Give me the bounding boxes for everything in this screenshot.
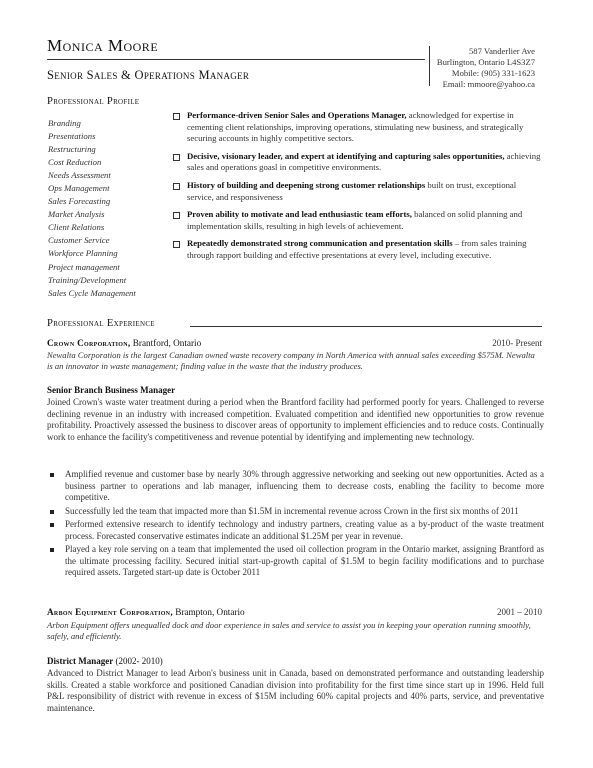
job-dates: (2002- 2010) [113, 656, 163, 666]
company-description: Arbon Equipment offers unequalled dock and door experience in sales and service to assist you in keeping your operation running smoothly, safely, and efficiently. [47, 620, 531, 642]
company-description: Newalta Corporation is the largest Canadian owned waste recovery company in North America with annual sales exceeding $575M. Newalta is an innovator in waste management; finding value in the waste that the industry produces. [47, 350, 535, 372]
candidate-name: Monica Moore [47, 36, 159, 55]
checkbox-bullet-icon [173, 241, 180, 248]
candidate-title: Senior Sales & Operations Manager [47, 68, 250, 82]
achievement-text: Amplified revenue and customer base by nearly 30% through aggressive networking and seeking out new opportunities. Acted as a business partner to operations and lab manager, influencing them to decrease costs, enabling the facility to become more competitive. [65, 469, 544, 502]
header-divider [47, 59, 425, 60]
contact-block [385, 46, 535, 90]
profile-bullet-lead: Performance-driven Senior Sales and Operations Manager, [187, 110, 407, 120]
company-crown [47, 338, 542, 348]
square-bullet-icon [50, 473, 54, 477]
profile-bullet-text: acknowledged for expertise in cementing client relationships, improving operations, stimulating new business, and strategically securing accounts in highly competitive sectors. [187, 110, 524, 144]
profile-bullet-lead: Repeatedly demonstrated strong communication and presentation skills [187, 238, 453, 249]
job-title-line [47, 656, 163, 666]
company-dates: 2010- Present [492, 338, 542, 348]
profile-bullet-text: achieving sales and operations goasl in competitive environments. [187, 150, 541, 173]
profile-bullet-lead: History of building and deepening strong customer relationships [187, 179, 426, 190]
company-dates: 2001 – 2010 [497, 607, 542, 617]
skill-item: Sales Cycle Management [48, 287, 136, 298]
skill-item: Cost Reduction [48, 157, 102, 168]
skill-item: Workforce Planning [48, 248, 118, 259]
job-summary: Joined Crown's waste water treatment during a period when the Brantford facility had performed poorly for years. Challenged to reverse declining revenue in an industry with increased competition. Evaluated competition and identified new opportunities to grow revenue profitability. Proactively assessed the business to discover areas of opportunity to implement efficiencies and to reduce costs. Continually work to enhance the facility's competitiveness and revenue potential by identifying and implementing new technology. [47, 397, 544, 442]
profile-bullet [170, 151, 542, 174]
skill-item: Market Analysis [48, 209, 105, 220]
profile-bullet-text: balanced on solid planning and implementation skills, resulting in high levels of achievement. [187, 209, 523, 231]
square-bullet-icon [50, 548, 54, 552]
skill-item: Customer Service [48, 235, 110, 246]
skill-item: Sales Forecasting [48, 196, 111, 207]
company-name: Arbon Equipment Corporation, [47, 607, 173, 617]
profile-bullet [170, 209, 542, 232]
profile-bullet-lead: Decisive, visionary leader, and expert at identifying and capturing sales opportunities, [187, 150, 505, 161]
profile-bullets [170, 110, 542, 268]
experience-heading: Professional Experience [47, 318, 155, 329]
profile-bullet-text: – from sales training through rapport building and effective presentations at every level, including executive. [187, 238, 527, 260]
checkbox-bullet-icon [173, 183, 180, 190]
square-bullet-icon [50, 510, 54, 514]
company-location: Brantford, Ontario [130, 338, 202, 348]
skill-item: Client Relations [48, 222, 105, 233]
achievement-item [47, 544, 544, 579]
skill-item: Ops Management [48, 183, 110, 194]
contact-email: Email: mmoore@yahoo.ca [442, 79, 535, 89]
achievement-text: Successfully led the team that impacted more than $1.5M in incremental revenue across Crown in the first six months of 2011 [65, 505, 519, 516]
square-bullet-icon [50, 523, 54, 527]
profile-bullet-lead: Proven ability to motivate and lead enthusiastic team efforts, [187, 209, 412, 220]
contact-address: 587 Vanderlier Ave [468, 46, 535, 56]
skill-item: Branding [48, 118, 81, 128]
profile-bullet-text: built on trust, exceptional service, and responsiveness [187, 179, 517, 202]
skills-list [48, 117, 168, 300]
achievement-list [47, 469, 544, 581]
contact-city: Burlington, Ontario L4S3Z7 [436, 57, 535, 67]
company-arbon [47, 607, 542, 617]
achievement-item [47, 469, 544, 504]
profile-bullet [170, 180, 542, 203]
job-title: Senior Branch Business Manager [47, 385, 176, 395]
experience-rule [190, 326, 542, 327]
job-title: District Manager [47, 656, 114, 666]
checkbox-bullet-icon [173, 212, 180, 219]
contact-mobile: Mobile: (905) 331-1623 [451, 68, 535, 78]
company-location: Brampton, Ontario [172, 607, 245, 617]
achievement-item [47, 519, 544, 542]
achievement-text: Performed extensive research to identify technology and industry partners, creating value as a by-product of the waste treatment process. Forecasted conservative estimates indicate an additional $1.25M per year in revenue. [65, 519, 544, 541]
achievement-text: Played a key role serving on a team that implemented the used oil collection program in the Ontario market, assigning Brantford as the ultimate processing facility. Secured initial start-up-growth capital of $1.5M to begin facility modifications and to purchase required assets. Targeted start-up date is October 2011 [65, 544, 544, 577]
skill-item: Project management [48, 261, 120, 272]
checkbox-bullet-icon [173, 113, 180, 120]
profile-heading: Professional Profile [47, 96, 140, 107]
job-summary: Advanced to District Manager to lead Arbon's business unit in Canada, based on demonstrated performance and outstanding leadership skills. Created a stable workforce and positioned Canadian division into profitability for the first time since start up in 1996. Held full P&L responsibility of district with revenue in excess of $15M including 60% capital projects and 40% parts, service, and preventative maintenance. [47, 668, 544, 713]
profile-bullet [170, 110, 542, 145]
profile-bullet [170, 238, 542, 261]
skill-item: Training/Development [48, 274, 127, 285]
company-name: Crown Corporation, [47, 338, 131, 348]
achievement-item [47, 506, 544, 518]
skill-item: Restructuring [48, 144, 96, 155]
skill-item: Needs Assessment [48, 170, 111, 181]
checkbox-bullet-icon [173, 154, 180, 161]
skill-item: Presentations [48, 131, 96, 142]
